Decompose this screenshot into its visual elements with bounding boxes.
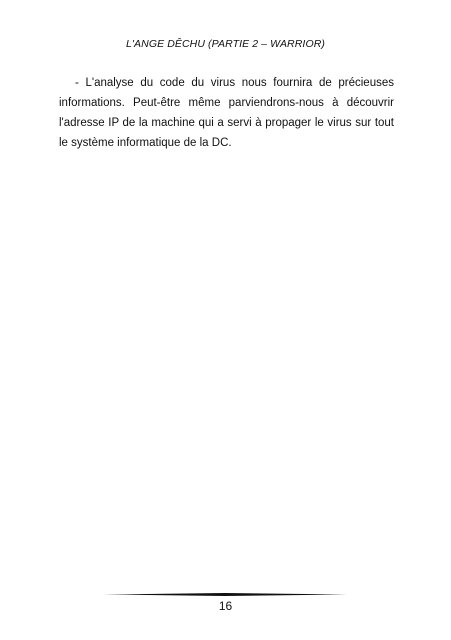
footer-rule <box>103 593 347 596</box>
page-number: 16 <box>218 599 233 613</box>
body-paragraph: - L'analyse du code du virus nous fournira de précieuses informations. Peut-être même parviendrons-nous à découvrir l'adresse IP de la machine qui a servi à propager le virus sur tout le système informatique de la DC. <box>59 77 394 149</box>
running-header: L'ANGE DÊCHU (PARTIE 2 – WARRIOR) <box>125 38 325 50</box>
body-text <box>59 73 394 153</box>
